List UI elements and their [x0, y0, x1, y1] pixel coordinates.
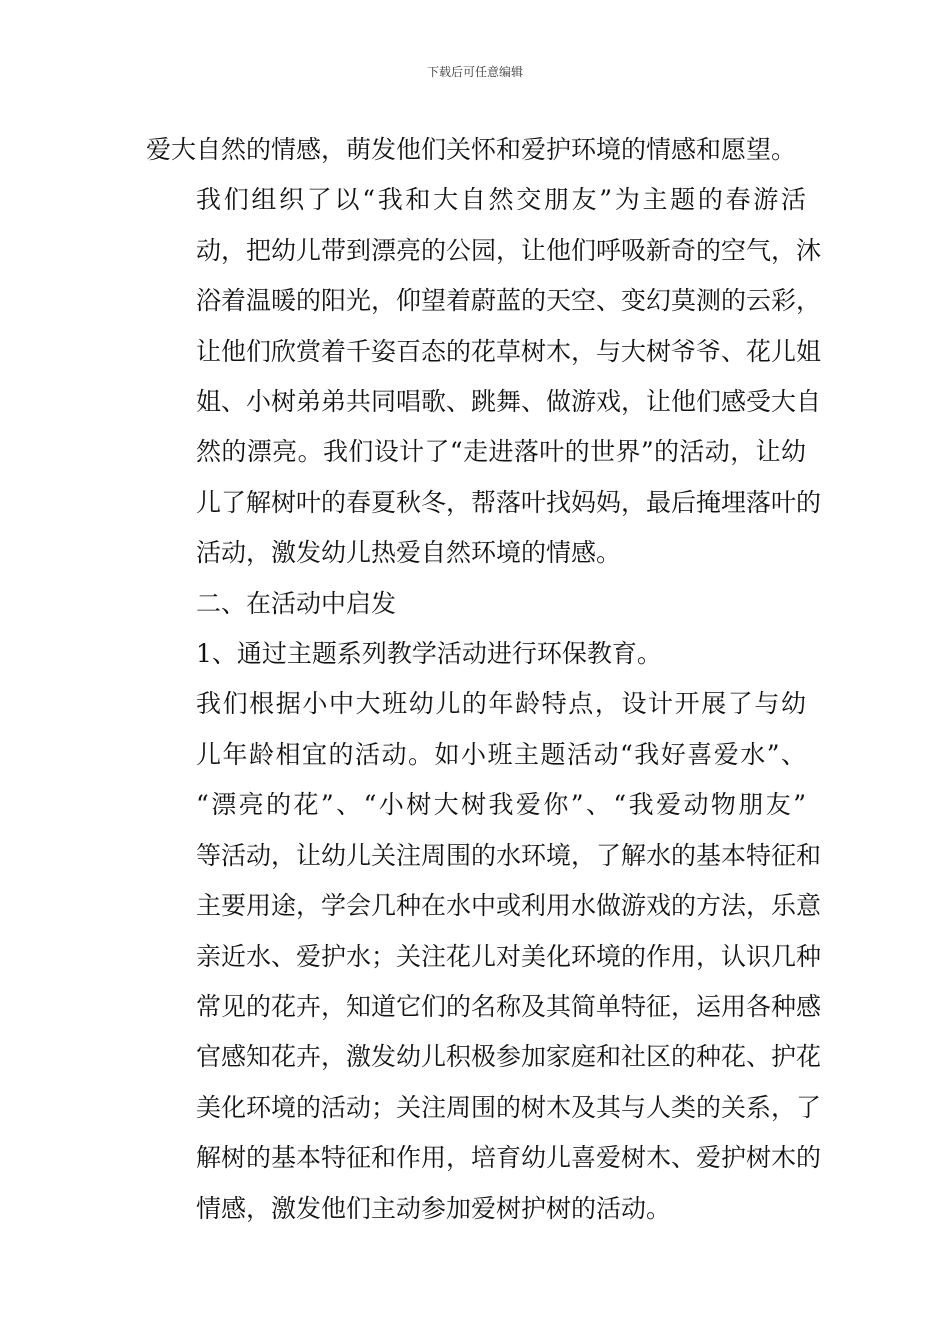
- text-line: 然的漂亮。我们设计了“走进落叶的世界”的活动，让幼: [196, 437, 806, 467]
- paragraph: [146, 125, 806, 175]
- paragraph: [146, 175, 822, 578]
- document-body: [146, 125, 822, 1234]
- text-line: 等活动，让幼儿关注周围的水环境，了解水的基本特征和: [196, 840, 822, 870]
- text-line: 让他们欣赏着千姿百态的花草树木，与大树爷爷、花儿姐: [196, 336, 822, 366]
- text-line: 活动，激发幼儿热爱自然环境的情感。: [196, 538, 622, 568]
- page-header: 下载后可任意编辑: [426, 65, 523, 79]
- text-line: 解树的基本特征和作用，培育幼儿喜爱树木、爱护树木的: [196, 1143, 822, 1173]
- text-line: “漂亮的花”、“小树大树我爱你”、“我爱动物朋友”: [196, 790, 806, 820]
- text-line: 我们组织了以“我和大自然交朋友”为主题的春游活: [196, 185, 806, 215]
- text-line: 情感，激发他们主动参加爱树护树的活动。: [196, 1193, 672, 1223]
- text-line: 动，把幼儿带到漂亮的公园，让他们呼吸新奇的空气，沐: [196, 235, 822, 265]
- text-line: 儿年龄相宜的活动。如小班主题活动“我好喜爱水”、: [196, 739, 806, 769]
- text-line: 二、在活动中启发: [196, 588, 397, 618]
- text-line: 美化环境的活动；关注周围的树木及其与人类的关系，了: [196, 1092, 822, 1122]
- text-line: 主要用途，学会几种在水中或利用水做游戏的方法，乐意: [196, 891, 822, 921]
- subsection-heading: [146, 629, 806, 679]
- text-line: 官感知花卉，激发幼儿积极参加家庭和社区的种花、护花: [196, 1042, 822, 1072]
- section-heading: [146, 579, 806, 629]
- text-line: 姐、小树弟弟共同唱歌、跳舞、做游戏，让他们感受大自: [196, 387, 822, 417]
- text-line: 儿了解树叶的春夏秋冬，帮落叶找妈妈，最后掩埋落叶的: [196, 487, 822, 517]
- text-line: 爱大自然的情感，萌发他们关怀和爱护环境的情感和愿望。: [146, 135, 797, 164]
- paragraph: [146, 679, 822, 1233]
- text-line: 浴着温暖的阳光，仰望着蔚蓝的天空、变幻莫测的云彩，: [196, 286, 822, 316]
- text-line: 常见的花卉，知道它们的名称及其简单特征，运用各种感: [196, 991, 822, 1021]
- text-line: 我们根据小中大班幼儿的年龄特点，设计开展了与幼: [196, 689, 806, 719]
- text-line: 亲近水、爱护水；关注花儿对美化环境的作用，认识几种: [196, 941, 822, 971]
- text-line: 1、通过主题系列教学活动进行环保教育。: [196, 639, 662, 669]
